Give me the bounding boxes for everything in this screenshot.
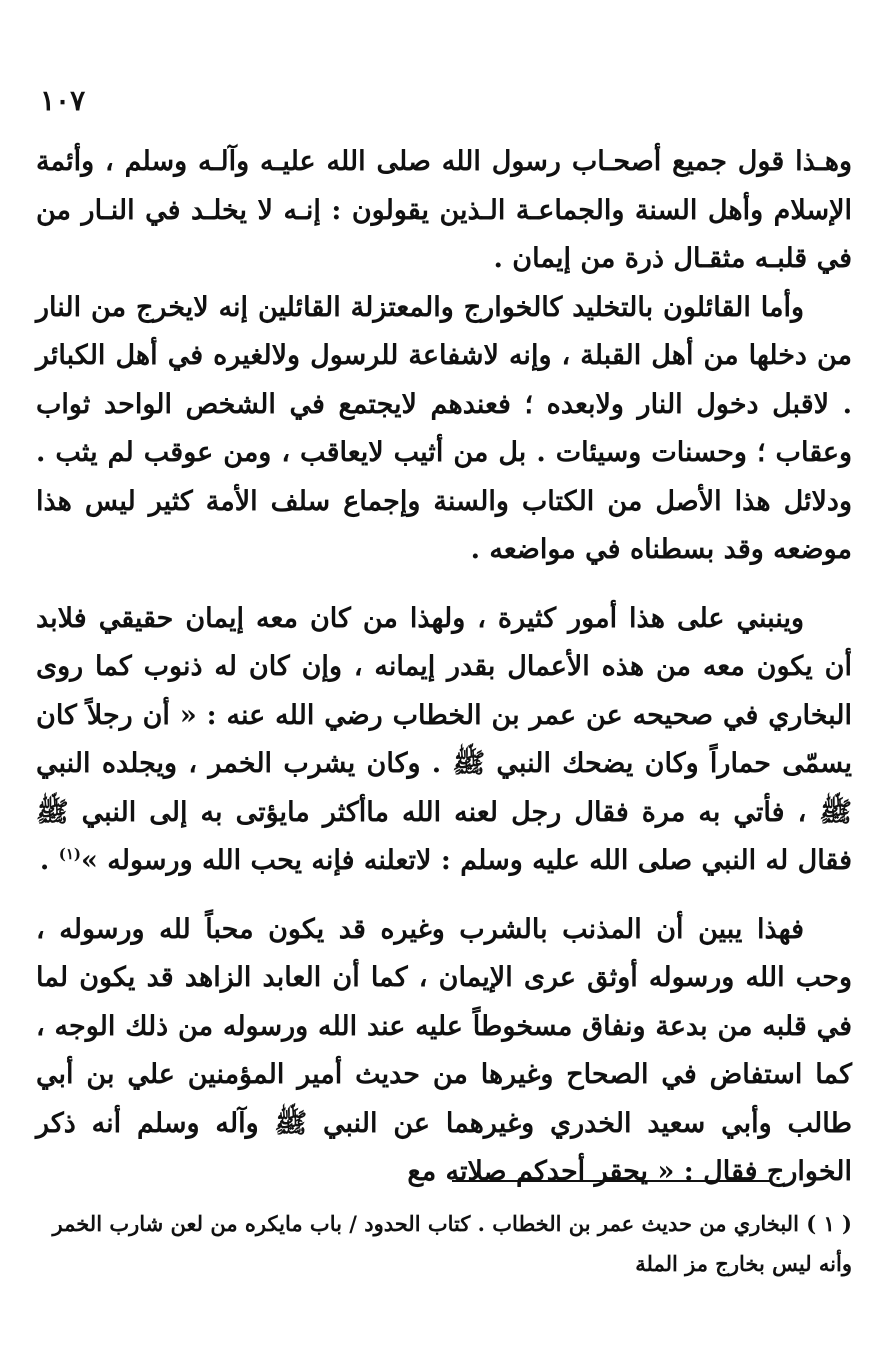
footnote-divider: [452, 1180, 772, 1182]
paragraph-3-text: وينبني على هذا أمور كثيرة ، ولهذا من كان معه إيمان حقيقي فلابد أن يكون معه من هذه الأعمال بقدر إيمانه ، وإن كان له ذنوب كما روى البخاري في صحيحه عن عمر بن الخطاب رضي الله عنه : « أن رجلاً كان يسمّى حماراً وكان يضحك النبي ﷺ . وكان يشرب الخمر ، ويجلده النبي ﷺ ، فأتي به مرة فقال رجل لعنه الله ماأكثر مايؤتى به إلى النبي ﷺ فقال له النبي صلى الله عليه وسلم : لاتعلنه فإنه يحب الله ورسوله »: [36, 602, 852, 876]
paragraph-4: فهذا يبين أن المذنب بالشرب وغيره قد يكون محباً لله ورسوله ، وحب الله ورسوله أوثق عرى الإيمان ، كما أن العابد الزاهد قد يكون لما في قلبه من بدعة ونفاق مسخوطاً عليه عند الله ورسوله من ذلك الوجه ، كما استفاض في الصحاح وغيرها من حديث أمير المؤمنين علي بن أبي طالب وأبي سعيد الخدري وغيرهما عن النبي ﷺ وآله وسلم أنه ذكر الخوارج فقال : « يحقر أحدكم صلاته مع: [36, 913, 852, 1187]
main-text: [36, 138, 852, 1197]
paragraph-2: وأما القائلون بالتخليد كالخوارج والمعتزلة القائلين إنه لايخرج من النار من دخلها من أهل القبلة ، وإنه لاشفاعة للرسول ولالغيره في أهل الكبائر . لاقبل دخول النار ولابعده ؛ فعندهم لايجتمع في الشخص الواحد ثواب وعقاب ؛ وحسنات وسيئات . بل من أثيب لايعاقب ، ومن عوقب لم يثب . ودلائل هذا الأصل من الكتاب والسنة وإجماع سلف الأمة كثير ليس هذا موضعه وقد بسطناه في مواضعه .: [36, 291, 852, 565]
paragraph-3-end: .: [39, 845, 59, 876]
footnote-marker: (١): [58, 845, 81, 863]
paragraph-3: [36, 595, 852, 886]
paragraph-1: وهـذا قول جميع أصحـاب رسول الله صلى الله عليـه وآلـه وسلم ، وأئمة الإسلام وأهل السنة والجماعـة الـذين يقولون : إنـه لا يخلـد في النـار من في قلبـه مثقـال ذرة من إيمان .: [36, 146, 852, 274]
page-number: ١٠٧: [40, 84, 86, 117]
footnote: ( ١ ) البخاري من حديث عمر بن الخطاب . كتاب الحدود / باب مايكره من لعن شارب الخمر وأنه ليس بخارج مز الملة: [52, 1211, 852, 1276]
